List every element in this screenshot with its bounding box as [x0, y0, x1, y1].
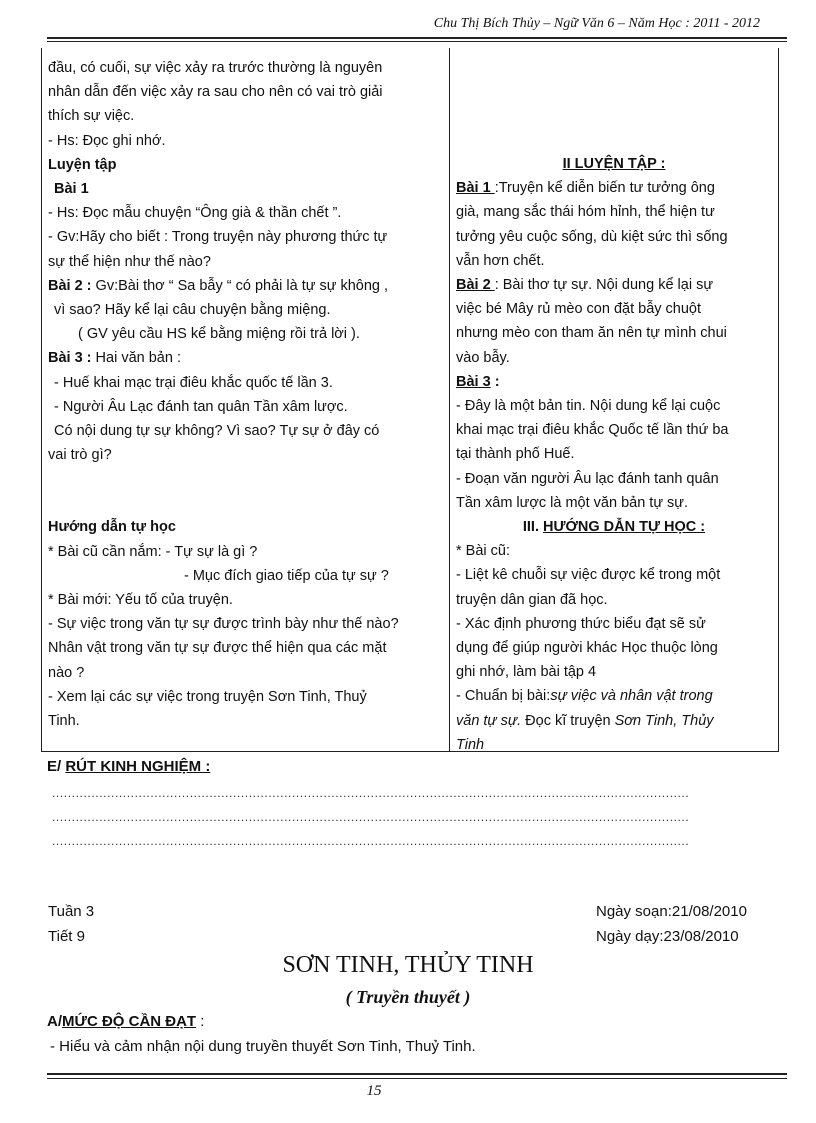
text-span: :: [490, 373, 500, 390]
footer-rule-thin: [47, 1078, 787, 1079]
date-taught: Ngày dạy:23/08/2010: [596, 928, 739, 945]
page-number: 15: [366, 1083, 382, 1099]
text-line: thích sự việc.: [48, 108, 135, 125]
text-line: - Liệt kê chuỗi sự việc được kể trong một: [456, 567, 721, 584]
self-study-heading: [456, 515, 772, 539]
text-span: Sơn Tinh, Thủy: [614, 712, 714, 729]
text-line: - Xác định phương thức biểu đạt sẽ sử: [456, 615, 706, 632]
text-line: Tinh.: [48, 713, 80, 730]
section-e-heading: [47, 758, 210, 775]
text-span: - Chuẩn bị bài:: [456, 688, 551, 705]
text-line: - Xem lại các sự việc trong truyện Sơn Tinh, Thuỷ: [48, 688, 367, 705]
exercise-2-label: Bài 2: [456, 277, 495, 294]
exercise-2-label: Bài 2 :: [48, 277, 92, 294]
text-line: Tần xâm lược là một văn bản tự sự.: [456, 494, 689, 511]
text-line: * Bài mới: Yếu tố của truyện.: [48, 592, 233, 609]
text-line: nhưng mèo con tham ăn nên tự mình chui: [456, 325, 727, 342]
text-line: - Sự việc trong văn tự sự được trình bày như thế nào?: [48, 616, 399, 633]
text-line: ( GV yêu cầu HS kể bằng miệng rồi trả lời ).: [78, 326, 360, 343]
text-line: [456, 709, 772, 733]
text-span: sự việc và nhân vật trong: [550, 688, 713, 705]
exercise-1-label: Bài 1: [54, 181, 89, 198]
exercise-3-label: Bài 3: [456, 373, 491, 390]
dotted-line: ..................................................................................................................................................................: [52, 810, 690, 824]
section-a-line: - Hiểu và cảm nhận nội dung truyền thuyết Sơn Tinh, Thuỷ Tinh.: [50, 1038, 476, 1055]
footer-rule: [47, 1073, 787, 1075]
text-line: việc bé Mây rủ mèo con đặt bẫy chuột: [456, 301, 702, 318]
text-line: Nhân vật trong văn tự sự được thể hiện qua các mặt: [48, 640, 387, 657]
text-line: vai trò gì?: [48, 447, 112, 464]
exercise-1-line: [456, 176, 772, 200]
text-line: - Đây là một bản tin. Nội dung kể lại cuộc: [456, 398, 721, 415]
text-line: tại thành phố Huế.: [456, 446, 575, 463]
exercise-3-label: Bài 3 :: [48, 350, 92, 367]
practice-heading: Luyện tập: [48, 156, 117, 173]
text-line: Có nội dung tự sự không? Vì sao? Tự sự ở đây có: [54, 423, 380, 440]
text-span: MỨC ĐỘ CẦN ĐẠT: [62, 1013, 197, 1030]
text-line: [456, 684, 772, 708]
text-span: III.: [522, 519, 544, 536]
week-label: Tuần 3: [48, 903, 95, 920]
spacer: [48, 467, 442, 515]
lesson-table: [41, 48, 779, 752]
lesson-title: SƠN TINH, THỦY TINH: [282, 952, 534, 978]
text-line: truyện dân gian đã học.: [456, 591, 608, 608]
period-label: Tiết 9: [48, 928, 85, 945]
lesson-subtitle: ( Truyền thuyết ): [345, 987, 471, 1007]
exercise-1-label: Bài 1: [456, 180, 495, 197]
text-span: Gv:Bài thơ “ Sa bẫy “ có phải là tự sự không ,: [91, 277, 389, 294]
exercise-2-line: [456, 273, 772, 297]
self-study-heading: Hướng dẫn tự học: [48, 519, 176, 536]
text-span: :: [196, 1013, 205, 1030]
text-line: dụng để giúp người khác Học thuộc lòng: [456, 640, 718, 657]
text-line: - Người Âu Lạc đánh tan quân Tần xâm lược.: [54, 398, 348, 415]
text-span: RÚT KINH NGHIỆM :: [65, 758, 211, 775]
exercise-3-line: [48, 346, 442, 370]
text-line: Tinh: [456, 736, 485, 753]
text-span: văn tự sự.: [456, 712, 522, 729]
dotted-line: ..................................................................................................................................................................: [52, 786, 690, 800]
header-rule: [47, 37, 787, 39]
text-line: vào bẫy.: [456, 349, 510, 366]
column-divider: [449, 48, 450, 751]
text-line: - Hs: Đọc ghi nhớ.: [48, 132, 166, 149]
text-line: * Bài cũ:: [456, 543, 510, 560]
text-line: khai mạc trại điêu khắc Quốc tế lần thứ ba: [456, 422, 729, 439]
text-line: ghi nhớ, làm bài tập 4: [456, 664, 597, 681]
text-line: sự thể hiện như thế nào?: [48, 253, 211, 270]
text-line: - Huế khai mạc trại điêu khắc quốc tế lần 3.: [54, 374, 333, 391]
page-header: Chu Thị Bích Thủy – Ngữ Văn 6 – Năm Học : 2011 - 2012: [433, 16, 760, 31]
text-line: già, mang sắc thái hóm hỉnh, thể hiện tư: [456, 204, 715, 221]
date-prepared: Ngày soạn:21/08/2010: [596, 903, 747, 920]
teacher-student-activity-column: [48, 56, 442, 733]
lesson-content-column: [456, 56, 772, 757]
text-span: Hai văn bản :: [91, 350, 181, 367]
text-line: vì sao? Hãy kể lại câu chuyện bằng miệng.: [54, 302, 331, 319]
text-line: * Bài cũ cần nắm: - Tự sự là gì ?: [48, 543, 258, 560]
text-span: E/: [47, 758, 66, 775]
text-span: :Truyện kể diễn biến tư tưởng ông: [494, 180, 715, 197]
text-line: nào ?: [48, 664, 85, 681]
text-line: - Hs: Đọc mẫu chuyện “Ông già & thần chết ”.: [48, 205, 342, 222]
dotted-line: ..................................................................................................................................................................: [52, 834, 690, 848]
text-line: - Đoạn văn người Âu lạc đánh tanh quân: [456, 470, 719, 487]
exercise-2-line: [48, 274, 442, 298]
spacer: [456, 56, 772, 152]
text-line: - Gv:Hãy cho biết : Trong truyện này phương thức tự: [48, 229, 388, 246]
text-line: đầu, có cuối, sự việc xảy ra trước thường là nguyên: [48, 60, 383, 76]
header-rule-thin: [47, 41, 787, 42]
section-a-heading: [47, 1013, 204, 1030]
text-line: - Mục đích giao tiếp của tự sự ?: [184, 567, 389, 584]
text-line: tưởng yêu cuộc sống, dù kiệt sức thì sống: [456, 228, 728, 245]
text-line: nhân dẫn đến việc xảy ra sau cho nên có vai trò giải: [48, 84, 383, 101]
practice-heading: II LUYỆN TẬP :: [562, 156, 666, 172]
text-line: vẫn hơn chết.: [456, 252, 545, 269]
text-span: Đọc kĩ truyện: [521, 712, 615, 729]
text-span: A/: [47, 1013, 62, 1030]
text-span: : Bài thơ tự sự. Nội dung kể lại sự: [494, 277, 714, 294]
exercise-3-line: [456, 370, 772, 394]
text-span: HƯỚNG DẪN TỰ HỌC :: [543, 519, 706, 536]
